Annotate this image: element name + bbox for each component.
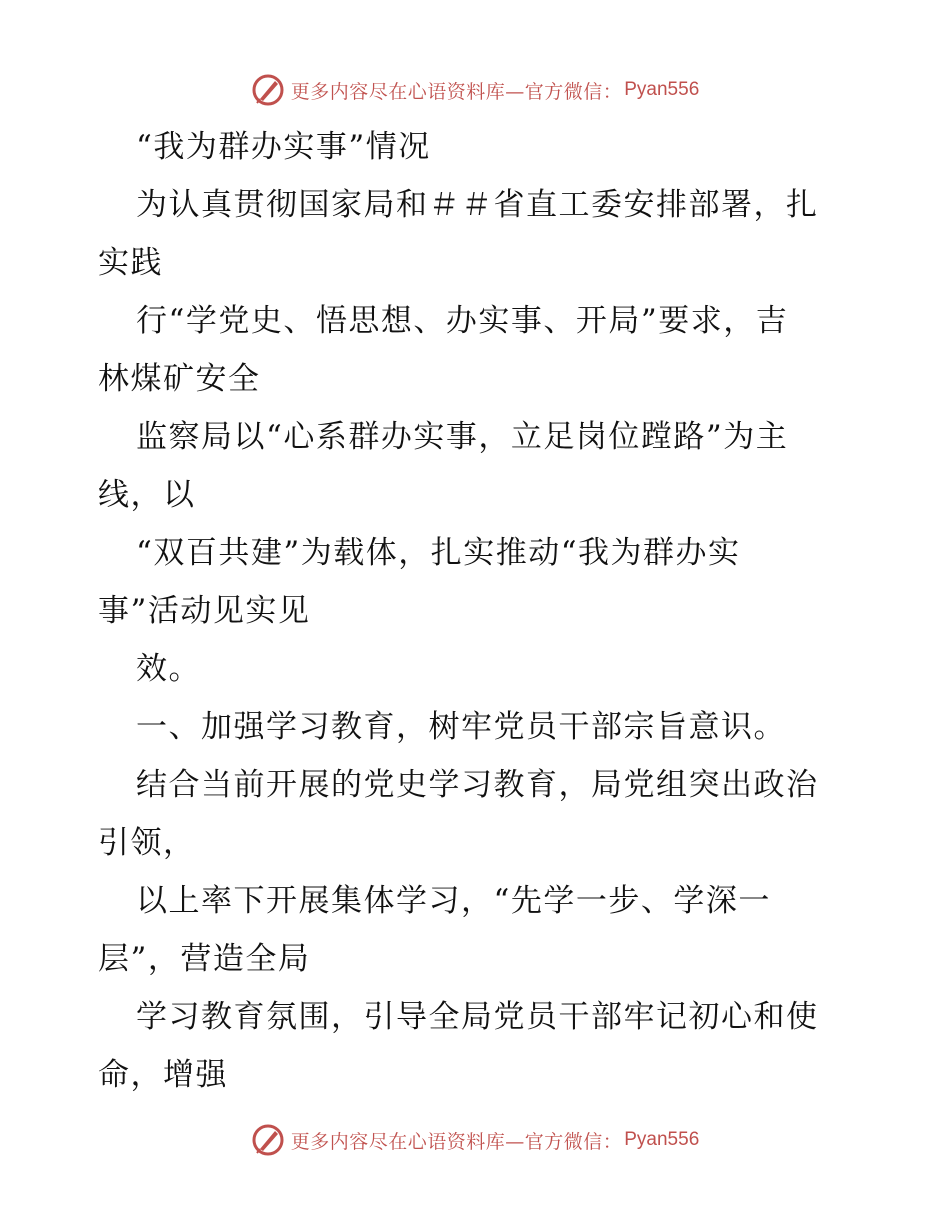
text-line: 林煤矿安全 <box>98 361 261 397</box>
text-line: “我为群办实事”情况 <box>136 129 431 165</box>
section-heading: 一、加强学习教育，树牢党员干部宗旨意识。 <box>136 709 786 745</box>
text-line: 实践 <box>98 245 163 281</box>
watermark-wechat-id: Pyan556 <box>624 1129 700 1150</box>
text-line: 命，增强 <box>98 1057 228 1093</box>
watermark-text: 更多内容尽在心语资料库—官方微信： <box>290 1130 623 1153</box>
text-line: 为认真贯彻国家局和＃＃省直工委安排部署，扎 <box>136 187 819 223</box>
text-line: 学习教育氛围，引导全局党员干部牢记初心和使 <box>136 999 819 1035</box>
text-line: “双百共建”为载体，扎实推动“我为群办实 <box>136 535 741 571</box>
text-line: 线，以 <box>98 477 196 513</box>
text-line: 引领， <box>98 825 196 861</box>
quill-pen-circle-icon <box>251 73 285 107</box>
document-body <box>98 118 858 1104</box>
text-line: 行“学党史、悟思想、办实事、开局”要求，吉 <box>136 303 789 339</box>
footer-watermark <box>0 1120 950 1160</box>
text-line: 事”活动见实见 <box>98 593 311 629</box>
watermark-wechat-id: Pyan556 <box>624 79 700 100</box>
text-line: 以上率下开展集体学习，“先学一步、学深一 <box>136 883 771 919</box>
text-line: 层”，营造全局 <box>98 941 311 977</box>
text-line: 效。 <box>136 651 201 687</box>
header-watermark <box>0 70 950 110</box>
quill-pen-circle-icon <box>251 1123 285 1157</box>
text-line: 监察局以“心系群办实事，立足岗位蹚路”为主 <box>136 419 789 455</box>
watermark-text: 更多内容尽在心语资料库—官方微信： <box>290 80 623 103</box>
text-line: 结合当前开展的党史学习教育，局党组突出政治 <box>136 767 819 803</box>
